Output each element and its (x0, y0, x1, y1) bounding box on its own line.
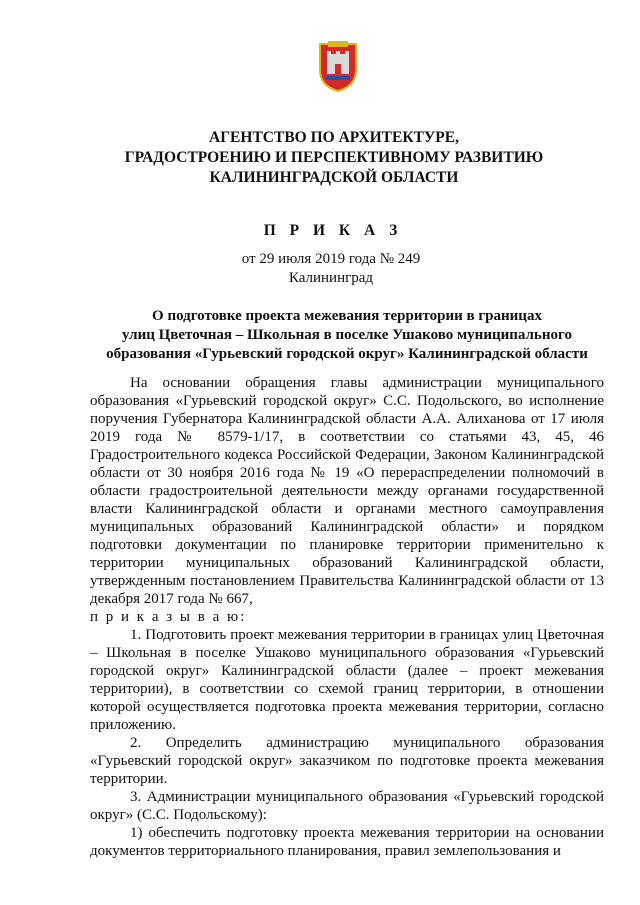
item-3: 3. Администрации муниципального образования «Гурьевский городской округ» (С.С. Подольскому): (90, 789, 604, 823)
preamble-paragraph: На основании обращения главы администрации муниципального образования «Гурьевский городской округ» С.С. Подольского, во исполнение поручения Губернатора Калининградской области А.А. Алиханова от 17 июля 2019 года № 8579-1/17, в соответствии со статьями 43, 45, 46 Градостроительного кодекса Российской Федерации, Законом Калининградской области от 30 ноября 2016 года № 19 «О перераспределении полномочий в области градостроительной деятельности между органами государственной власти Калининградской области и органами местного самоуправления муниципальных образований Калининградской области» и порядком подготовки документации по планировке территории применительно к территории муниципальных образований Калининградской области, утвержденным постановлением Правительства Калининградской области от 13 декабря 2017 года № 667, (90, 375, 604, 607)
subject-line-3: образования «Гурьевский городской округ» Калининградской области (106, 346, 588, 362)
item-1: 1. Подготовить проект межевания территории в границах улиц Цветочная – Школьная в поселке Ушаково муниципального образования «Гурьевский городской округ» Калининградской области (далее – проект межевания территории), в соответствии со схемой границ территории, в отношении которой осуществляется подготовка проекта межевания территории, согласно приложению. (90, 627, 604, 733)
agency-line-1: АГЕНТСТВО ПО АРХИТЕКТУРЕ, (209, 129, 459, 146)
order-city: Калининград (288, 270, 374, 286)
order-word: п р и к а з ы в а ю: (90, 609, 247, 625)
coat-of-arms-icon (318, 40, 358, 92)
order-subject (90, 307, 604, 364)
order-title: П Р И К А З (263, 222, 403, 239)
item-2: 2. Определить администрацию муниципального образования «Гурьевский городской округ» заказчиком по подготовке проекта межевания территории. (90, 735, 604, 787)
agency-line-3: КАЛИНИНГРАДСКОЙ ОБЛАСТИ (209, 169, 459, 186)
subject-line-2: улиц Цветочная – Школьная в поселке Ушаково муниципального (122, 327, 572, 343)
order-date: от 29 июля 2019 года № 249 (241, 251, 421, 267)
agency-line-2: ГРАДОСТРОЕНИЮ И ПЕРСПЕКТИВНОМУ РАЗВИТИЮ (124, 149, 544, 166)
order-body (90, 374, 604, 860)
agency-name (0, 128, 640, 188)
subject-line-1: О подготовке проекта межевания территории в границах (152, 308, 542, 324)
item-3-1: 1) обеспечить подготовку проекта межевания территории на основании документов территориального планирования, правил землепользования и (90, 825, 604, 859)
